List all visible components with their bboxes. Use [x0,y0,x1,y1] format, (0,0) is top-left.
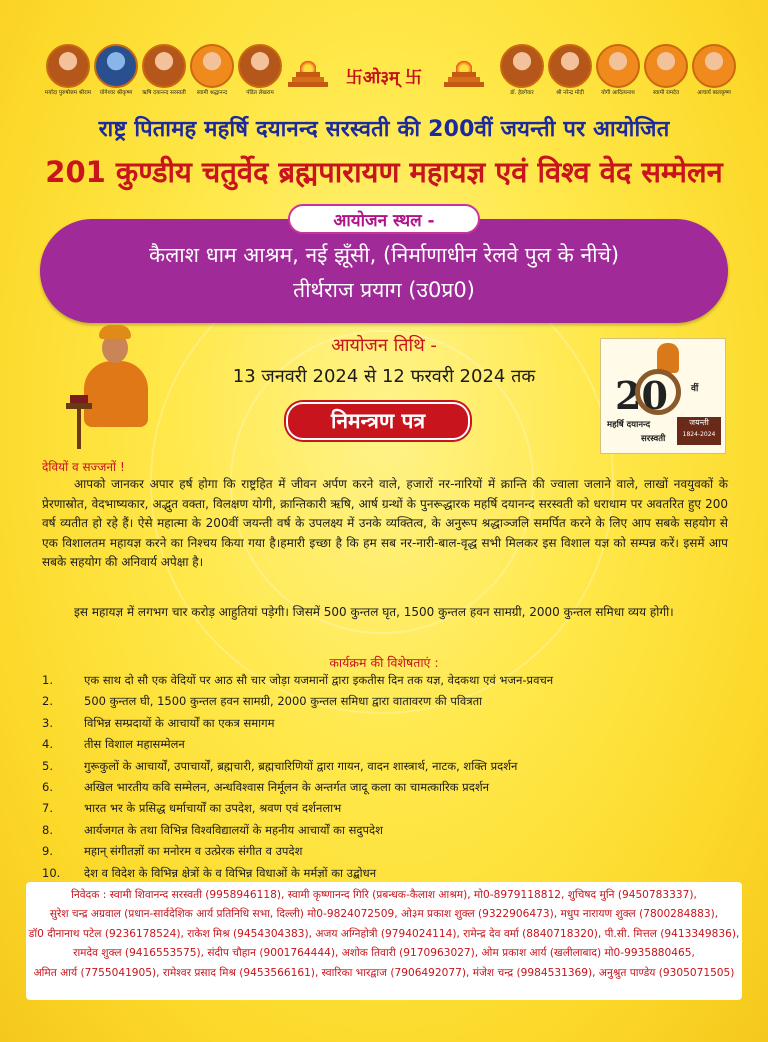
portrait-caption: श्री नरेन्द्र मोदी [556,90,584,96]
portrait-caption: स्वामी रामदेव [652,90,680,96]
signatory-line: डॉ0 दीनानाथ पटेल (9236178524), राकेश मिश्र (9454304383), अजय अग्निहोत्री (9794024114), रामेन्द्र देव वर्मा (8840718320), पी.सी. मित्तल (9413349836), [28,927,740,940]
event-subtitle: राष्ट्र पितामह महर्षि दयानन्द सरस्वती की 200वीं जयन्ती पर आयोजित [98,117,670,142]
item-number: 10. [42,865,61,880]
portrait-image [46,44,90,88]
item-number: 4. [42,737,53,752]
item-number: 6. [42,779,53,794]
logo-line1: महर्षि दयानन्द [607,420,651,430]
item-text: गुरूकुलों के आचार्यों, उपाचार्यों, ब्रह्मचारी, ब्रह्मचारिणियों द्वारा गायन, वादन शास्त्रार्थ, नाटक, शक्ति प्रदर्शन [84,758,518,773]
event-dates: 13 जनवरी 2024 से 12 फरवरी 2024 तक [232,366,536,387]
features-heading: कार्यक्रम की विशेषताएं : [329,655,439,670]
list-item [42,713,732,734]
venue-line1: कैलाश धाम आश्रम, नई झूँसी, (निर्माणाधीन रेलवे पुल के नीचे) [148,243,620,267]
item-text: एक साथ दो सौ एक वेदियों पर आठ सौ चार जोड़ा यजमानों द्वारा इकतीस दिन तक यज्ञ, वेदकथा एवं भजन-प्रवचन [84,673,554,687]
item-number: 9. [42,844,53,859]
signatory-line: निवेदक : स्वामी शिवानन्द सरस्वती (9958946118), स्वामी कृष्णानन्द गिरि (प्रबन्धक-कैलाश आश्रम), मो0-8979118812, शुचिषद मुनि (9450783337), [71,889,697,901]
date-label: आयोजन तिथि - [331,335,437,356]
item-text: अखिल भारतीय कवि सम्मेलन, अन्धविश्वास निर्मूलन के अन्तर्गत जादू कला का चामत्कारिक प्रदर्शन [84,779,490,794]
signatories-box [26,882,742,1000]
portrait-caption: योगी आदित्यनाथ [601,90,635,96]
item-number: 8. [42,822,53,837]
offering-paragraph: इस महायज्ञ में लगभग चार करोड़ आहुतियां पड़ेगी। जिसमें 500 कुन्तल घृत, 1500 कुन्तल हवन सामग्री, 2000 कुन्तल समिधा व्यय होगी। [74,605,674,619]
venue-line2: तीर्थराज प्रयाग (उ0प्र0) [293,278,475,302]
portrait [232,44,288,97]
logo-line2: सरस्वती [641,434,666,444]
logo-ring [635,369,681,415]
logo-number: 20 [615,373,668,418]
item-text: महान् संगीतज्ञों का मनोरम व उत्प्रेरक संगीत व उपदेश [84,844,303,859]
logo-box-years: 1824-2024 [682,431,716,438]
list-item [42,777,732,798]
havan-kund-icon [444,58,484,88]
list-item [42,691,732,712]
portrait-image [548,44,592,88]
portrait-caption: ऋषि दयानन्द सरस्वती [142,90,186,96]
item-text: भारत भर के प्रसिद्ध धर्माचार्यों का उपदेश, श्रवण एवं दर्शनलाभ [84,801,342,816]
logo-box [677,417,721,445]
item-text: देश व विदेश के विभिन्न क्षेत्रों के व विभिन्न विधाओं के मर्मज्ञों का उद्बोधन [84,865,377,880]
list-item [42,798,732,819]
signatory-line: सुरेश चन्द्र अग्रवाल (प्रधान-सार्वदेशिक आर्य प्रतिनिधि सभा, दिल्ली) मो0-9824072509, ओ३म प्रकाश शुक्ल (9322906473), मधुप नारायण शुक्ल (7800284883), [49,908,719,921]
portrait-image [644,44,688,88]
signatory-line: अमित आर्य (7755041905), रामेश्वर प्रसाद मिश्र (9453566161), स्वारिका भारद्वाज (7906492077), मंजेश चन्द्र (9984531369), अनुश्रुत पाण्डेय (9305071505) [33,966,735,979]
bicentenary-logo [600,338,726,454]
portrait-image [238,44,282,88]
item-number: 3. [42,715,53,730]
item-number: 5. [42,758,53,773]
item-number: 1. [42,673,53,687]
portrait-image [596,44,640,88]
list-item [42,734,732,755]
venue-label: आयोजन स्थल - [288,204,480,234]
list-item [42,820,732,841]
signatory-line: रामदेव शुक्ल (9416553575), संदीप चौहान (9001764444), अशोक तिवारी (9170963027), ओम प्रकाश आर्य (खलीलाबाद) मो0-9935880465, [73,947,695,960]
item-number: 2. [42,694,53,709]
portrait-caption: स्वामी श्रद्धानन्द [196,90,228,96]
list-item [42,756,732,777]
havan-kund-icon [288,58,328,88]
event-title: 201 कुण्डीय चतुर्वेद ब्रह्मपारायण महायज्ञ एवं विश्व वेद सम्मेलन [45,155,723,189]
logo-box-title: जयन्ती [689,418,709,427]
list-item [42,841,732,862]
list-item [42,670,732,691]
portrait-caption: आचार्य बालकृष्ण [697,90,731,96]
item-text: 500 कुन्तल घी, 1500 कुन्तल हवन सामग्री, 2000 कुन्तल समिधा द्वारा वातावरण की पवित्रता [84,694,483,709]
item-text: विभिन्न सम्प्रदायों के आचार्यों का एकत्र समागम [84,715,275,730]
intro-paragraph: आपको जानकर अपार हर्ष होगा कि राष्ट्रहित में जीवन अर्पण करने वाले, हजारों नर-नारियों में क्रान्ति की ज्वाला जलाने वाले, लाखों नवयुवकों के प्रेरणास्रोत, वेदभाष्यकार, अद्भुत वक्ता, विलक्षण योगी, क्रान्तिकारी ऋषि, आर्ष ग्रन्थों के पुनरूद्धारक महर्षि दयानन्द सरस्वती को धराधाम पर अवतरित हुए 200 वर्ष व्यतीत हो रहे हैं। ऐसे महात्मा के 200वीं जयन्ती वर्ष के उपलक्ष्य में उनके व्यक्तित्व, के अनुरूप श्रद्धाञ्जलि समर्पित करने के लिए आप सबके सहयोग से एक विशालतम महायज्ञ करने का निश्चय किया गया है।हमारी इच्छा है कि हम सब नर-नारी-बाल-वृद्ध सभी मिलकर इस विशाल यज्ञ को सम्पन्न करें। इसमें आप सबके सहयोग की अनिवार्य अपेक्षा है। [42,477,728,569]
features-list [42,670,732,884]
portrait-caption: मर्यादा पुरुषोत्तम श्रीराम [44,90,92,96]
portrait-image [692,44,736,88]
invitation-badge: निमन्त्रण पत्र [286,402,470,440]
portrait-caption: पंडित लेखराम [246,90,274,96]
portrait-image [142,44,186,88]
item-number: 7. [42,801,53,816]
item-text: तीस विशाल महासम्मेलन [84,737,185,752]
portrait-caption: योगेश्वर श्रीकृष्ण [99,90,133,96]
portrait-caption: डॉ. हेडगेवार [510,90,534,96]
portrait-image [190,44,234,88]
om-symbol: 卐ओ३म् 卐 [345,68,423,88]
logo-superscript: वीं [691,384,699,394]
item-text: आर्यजगत के तथा विभिन्न विश्वविद्यालयों के महनीय आचार्यों का सदुपदेश [84,822,383,837]
list-item [42,863,732,884]
salutation: देवियों व सज्जनों ! [42,460,125,474]
portrait-image [94,44,138,88]
portrait-image [500,44,544,88]
portrait [686,44,742,97]
